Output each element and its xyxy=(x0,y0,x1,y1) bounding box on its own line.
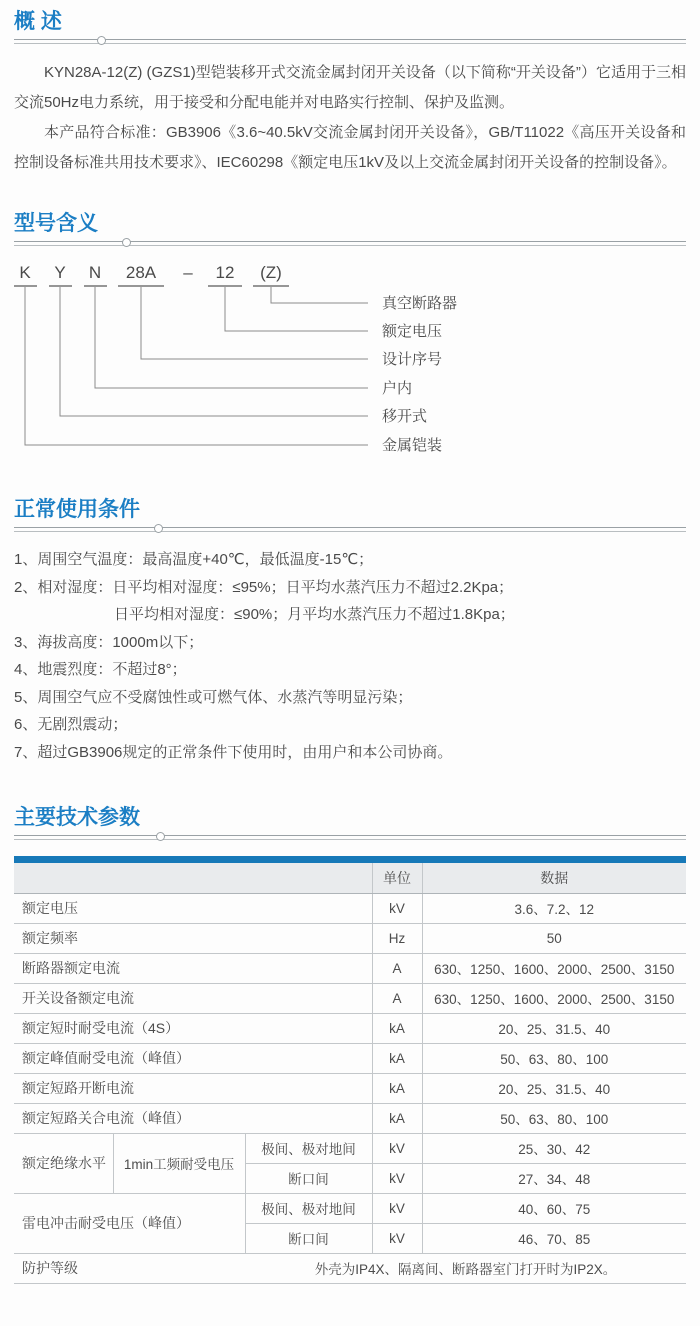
model-rule xyxy=(14,241,686,246)
header-data: 数据 xyxy=(422,863,686,893)
table-row xyxy=(14,1103,686,1133)
row-value: 46、70、85 xyxy=(422,1223,686,1253)
row-value: 630、1250、1600、2000、2500、3150 xyxy=(422,953,686,983)
row-label: 额定短路关合电流（峰值） xyxy=(14,1103,372,1133)
model-segment-label: 户内 xyxy=(382,380,413,397)
row-value: 3.6、7.2、12 xyxy=(422,893,686,923)
table-row xyxy=(14,1073,686,1103)
header-empty-cell xyxy=(14,863,372,893)
parameters-table-wrap xyxy=(14,856,686,1284)
condition-item: 6、无剧烈震动； xyxy=(14,716,128,733)
condition-item: 2、相对湿度：日平均相对湿度：≤95%；日平均水蒸汽压力不超过2.2Kpa； xyxy=(14,578,514,596)
row-unit: kV xyxy=(372,1163,422,1193)
insulation-label: 额定绝缘水平 xyxy=(14,1133,113,1193)
model-char: Y xyxy=(54,263,66,282)
section-overview xyxy=(14,10,686,178)
insulation-sub-label: 1min工频耐受电压 xyxy=(113,1133,245,1193)
table-row xyxy=(14,983,686,1013)
header-unit: 单位 xyxy=(372,863,422,893)
protection-label: 防护等级 xyxy=(14,1253,245,1283)
row-unit: A xyxy=(372,953,422,983)
row-label: 额定峰值耐受电流（峰值） xyxy=(14,1043,372,1073)
model-title: 型号含义 xyxy=(14,212,98,235)
model-connector-line xyxy=(141,287,368,359)
impulse-label: 雷电冲击耐受电压（峰值） xyxy=(14,1193,245,1253)
condition-item: 3、海拔高度：1000m以下； xyxy=(14,633,204,651)
row-value: 20、25、31.5、40 xyxy=(422,1073,686,1103)
table-row xyxy=(14,923,686,953)
protection-value: 外壳为IP4X、隔离间、断路器室门打开时为IP2X。 xyxy=(245,1253,686,1283)
row-unit: A xyxy=(372,983,422,1013)
row-label: 额定频率 xyxy=(14,923,372,953)
overview-rule xyxy=(14,39,686,44)
row-value: 50、63、80、100 xyxy=(422,1103,686,1133)
row-unit: kV xyxy=(372,1223,422,1253)
row-value: 50 xyxy=(422,923,686,953)
model-char: K xyxy=(19,263,31,282)
rule-dot-icon xyxy=(122,238,131,247)
rule-dot-icon xyxy=(156,832,165,841)
model-segment-label: 真空断路器 xyxy=(382,295,458,312)
overview-paragraph: KYN28A-12(Z) (GZS1)型铠装移开式交流金属封闭开关设备（以下简称“开关设备”）它适用于三相交流50Hz电力系统，用于接受和分配电能并对电路实行控制、保护及监测。 xyxy=(14,64,686,111)
impulse-scope: 断口间 xyxy=(245,1223,372,1253)
condition-item: 1、周围空气温度：最高温度+40℃，最低温度-15℃； xyxy=(14,551,374,568)
model-char: 12 xyxy=(215,263,235,282)
condition-item: 5、周围空气应不受腐蚀性或可燃气体、水蒸汽等明显污染； xyxy=(14,688,413,706)
row-unit: kA xyxy=(372,1013,422,1043)
condition-item-continuation: 日平均相对湿度：≤90%；月平均水蒸汽压力不超过1.8Kpa； xyxy=(114,606,515,623)
model-segment-label: 额定电压 xyxy=(382,323,443,340)
model-segment-label: 设计序号 xyxy=(382,351,443,368)
table-row xyxy=(14,953,686,983)
row-unit: Hz xyxy=(372,923,422,953)
row-label: 额定短时耐受电流（4S） xyxy=(14,1013,372,1043)
table-row xyxy=(14,1013,686,1043)
overview-paragraphs xyxy=(14,58,686,178)
row-value: 25、30、42 xyxy=(422,1133,686,1163)
parameters-table xyxy=(14,863,686,1284)
row-unit: kV xyxy=(372,1133,422,1163)
model-connector-line xyxy=(95,287,368,388)
condition-item: 7、超过GB3906规定的正常条件下使用时，由用户和本公司协商。 xyxy=(14,743,453,761)
row-label: 断路器额定电流 xyxy=(14,953,372,983)
insulation-scope: 极间、极对地间 xyxy=(245,1133,372,1163)
insulation-scope: 断口间 xyxy=(245,1163,372,1193)
table-row xyxy=(14,1043,686,1073)
conditions-list xyxy=(14,546,686,766)
row-value: 40、60、75 xyxy=(422,1193,686,1223)
table-row-insulation xyxy=(14,1133,686,1163)
model-char: (Z) xyxy=(260,263,282,282)
model-connector-line xyxy=(225,287,368,331)
overview-paragraph: 本产品符合标准：GB3906《3.6~40.5kV交流金属封闭开关设备》，GB/T11022《高压开关设备和控制设备标准共用技术要求》、IEC60298《额定电压1kV及以上交流金属封闭开关设备的控制设备》。 xyxy=(14,124,686,171)
model-char: 28A xyxy=(125,263,157,282)
impulse-scope: 极间、极对地间 xyxy=(245,1193,372,1223)
conditions-title: 正常使用条件 xyxy=(14,498,140,521)
section-parameters xyxy=(14,806,686,1284)
model-designation-diagram xyxy=(14,260,686,458)
row-value: 27、34、48 xyxy=(422,1163,686,1193)
row-value: 20、25、31.5、40 xyxy=(422,1013,686,1043)
rule-dot-icon xyxy=(97,36,106,45)
row-label: 额定短路开断电流 xyxy=(14,1073,372,1103)
parameters-rule xyxy=(14,835,686,840)
row-value: 630、1250、1600、2000、2500、3150 xyxy=(422,983,686,1013)
model-char: – xyxy=(183,263,193,282)
table-top-bar xyxy=(14,856,686,863)
model-connector-line xyxy=(25,287,368,445)
row-unit: kA xyxy=(372,1073,422,1103)
model-segment-label: 金属铠装 xyxy=(382,437,443,454)
row-label: 额定电压 xyxy=(14,893,372,923)
model-connector-line xyxy=(271,287,368,303)
model-segment-label: 移开式 xyxy=(382,408,428,425)
model-char: N xyxy=(88,263,102,282)
section-model xyxy=(14,212,686,458)
rule-dot-icon xyxy=(154,524,163,533)
parameters-title: 主要技术参数 xyxy=(14,806,140,829)
condition-item: 4、地震烈度：不超过8°； xyxy=(14,661,187,678)
table-row xyxy=(14,893,686,923)
model-connector-line xyxy=(60,287,368,416)
overview-title: 概 述 xyxy=(14,10,62,33)
table-row-protection xyxy=(14,1253,686,1283)
row-unit: kV xyxy=(372,1193,422,1223)
table-row-impulse xyxy=(14,1193,686,1223)
row-unit: kA xyxy=(372,1043,422,1073)
row-unit: kA xyxy=(372,1103,422,1133)
section-conditions xyxy=(14,498,686,766)
row-value: 50、63、80、100 xyxy=(422,1043,686,1073)
row-unit: kV xyxy=(372,893,422,923)
table-header-row xyxy=(14,863,686,893)
row-label: 开关设备额定电流 xyxy=(14,983,372,1013)
conditions-rule xyxy=(14,527,686,532)
